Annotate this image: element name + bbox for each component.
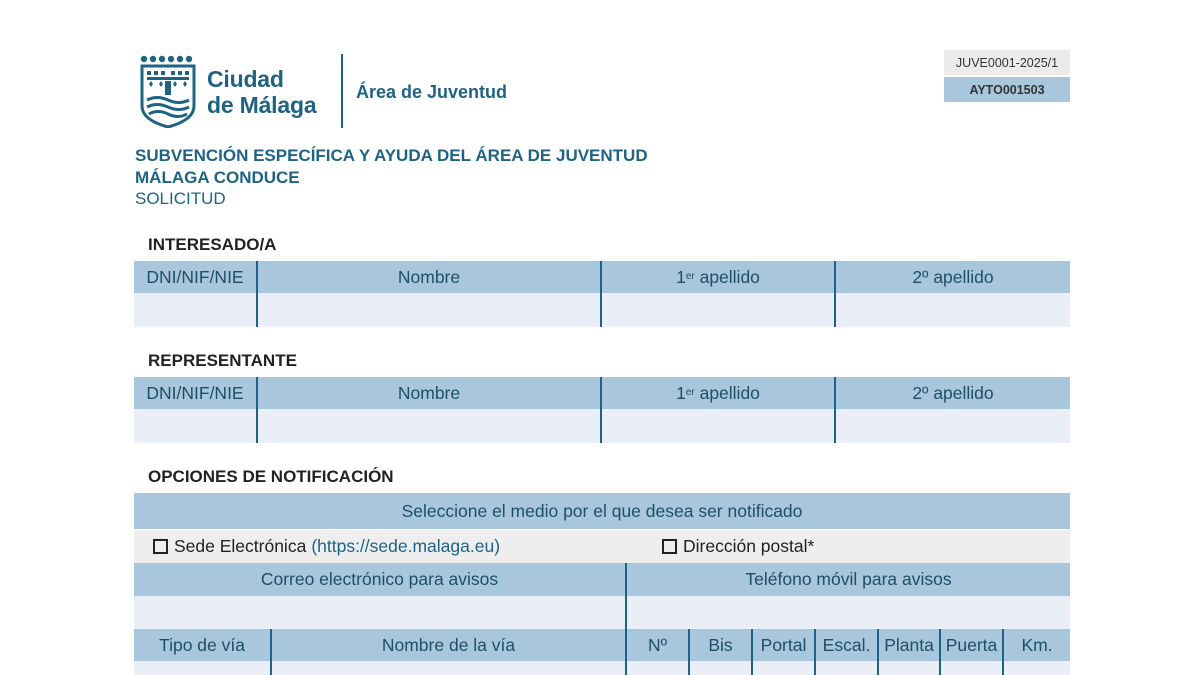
interesado-apellido1-field[interactable] xyxy=(602,293,836,327)
representante-apellido2-field[interactable] xyxy=(836,409,1070,443)
section-heading-interesado: INTERESADO/A xyxy=(148,235,277,254)
column-nombre: Nombre xyxy=(258,261,602,293)
interesado-nombre-field[interactable] xyxy=(258,293,602,327)
bis-field[interactable] xyxy=(690,661,753,675)
notification-instruction: Seleccione el medio por el que desea ser notificado xyxy=(134,493,1070,529)
department-name: Área de Juventud xyxy=(356,82,508,102)
portal-field[interactable] xyxy=(753,661,816,675)
column-puerta: Puerta xyxy=(941,629,1004,661)
option-direccion-postal[interactable] xyxy=(662,530,814,563)
sede-checkbox[interactable] xyxy=(153,539,168,554)
document-title: SUBVENCIÓN ESPECÍFICA Y AYUDA DEL ÁREA DE JUVENTUD xyxy=(135,146,648,165)
section-heading-representante: REPRESENTANTE xyxy=(148,351,297,370)
puerta-field[interactable] xyxy=(941,661,1004,675)
column-escalera: Escal. xyxy=(816,629,879,661)
postal-checkbox[interactable] xyxy=(662,539,677,554)
column-km: Km. xyxy=(1021,634,1053,655)
header-divider xyxy=(341,54,343,128)
contact-header-row xyxy=(134,563,1070,596)
column-dni: DNI/NIF/NIE xyxy=(134,261,258,293)
document-type: SOLICITUD xyxy=(135,189,226,208)
escalera-field[interactable] xyxy=(816,661,879,675)
registry-code: AYTO001503 xyxy=(944,77,1070,102)
email-field[interactable] xyxy=(134,596,627,629)
phone-field[interactable] xyxy=(627,596,1070,629)
column-nombre: Nombre xyxy=(258,377,602,409)
apellido1-text: apellido xyxy=(694,266,760,287)
apellido1-superscript: er xyxy=(685,271,695,282)
column-nombre-via: Nombre de la vía xyxy=(272,629,627,661)
column-dni: DNI/NIF/NIE xyxy=(134,377,258,409)
document-subtitle: MÁLAGA CONDUCE xyxy=(135,168,300,187)
column-phone: Teléfono móvil para avisos xyxy=(745,569,952,589)
ciudad-de-malaga-logo xyxy=(140,54,196,128)
apellido1-number: 1 xyxy=(676,382,686,403)
notification-options-row xyxy=(134,530,1070,563)
column-email: Correo electrónico para avisos xyxy=(134,563,627,596)
address-input-row xyxy=(134,661,1070,675)
sede-label: Sede Electrónica xyxy=(174,536,307,556)
planta-field[interactable] xyxy=(879,661,941,675)
option-sede-electronica[interactable] xyxy=(153,530,500,563)
nombre-via-field[interactable] xyxy=(272,661,627,675)
brand-line-2: de Málaga xyxy=(207,92,317,118)
brand-name xyxy=(207,66,316,118)
tipo-via-field[interactable] xyxy=(134,661,272,675)
numero-field[interactable] xyxy=(627,661,690,675)
column-apellido-1 xyxy=(602,261,836,293)
brand-line-1: Ciudad xyxy=(207,66,284,92)
column-bis: Bis xyxy=(690,629,753,661)
column-apellido-2: 2º apellido xyxy=(912,266,994,287)
representante-input-row xyxy=(134,409,1070,443)
representante-apellido1-field[interactable] xyxy=(602,409,836,443)
interesado-input-row xyxy=(134,293,1070,327)
interesado-header-row xyxy=(134,261,1070,293)
postal-label: Dirección postal* xyxy=(683,536,815,556)
column-numero: Nº xyxy=(627,629,690,661)
apellido1-superscript: er xyxy=(685,387,695,398)
column-planta: Planta xyxy=(879,629,941,661)
km-field[interactable] xyxy=(1004,661,1070,675)
column-apellido-2: 2º apellido xyxy=(912,382,994,403)
interesado-dni-field[interactable] xyxy=(134,293,258,327)
procedure-code: JUVE0001-2025/1 xyxy=(944,50,1070,75)
column-tipo-via: Tipo de vía xyxy=(134,629,272,661)
representante-header-row xyxy=(134,377,1070,409)
column-portal: Portal xyxy=(753,629,816,661)
representante-dni-field[interactable] xyxy=(134,409,258,443)
representante-nombre-field[interactable] xyxy=(258,409,602,443)
sede-url: (https://sede.malaga.eu) xyxy=(311,536,501,556)
address-header-row xyxy=(134,629,1070,661)
contact-input-row xyxy=(134,596,1070,629)
apellido1-number: 1 xyxy=(676,266,686,287)
apellido1-text: apellido xyxy=(694,382,760,403)
section-heading-notificacion: OPCIONES DE NOTIFICACIÓN xyxy=(148,467,394,486)
interesado-apellido2-field[interactable] xyxy=(836,293,1070,327)
column-apellido-1 xyxy=(602,377,836,409)
